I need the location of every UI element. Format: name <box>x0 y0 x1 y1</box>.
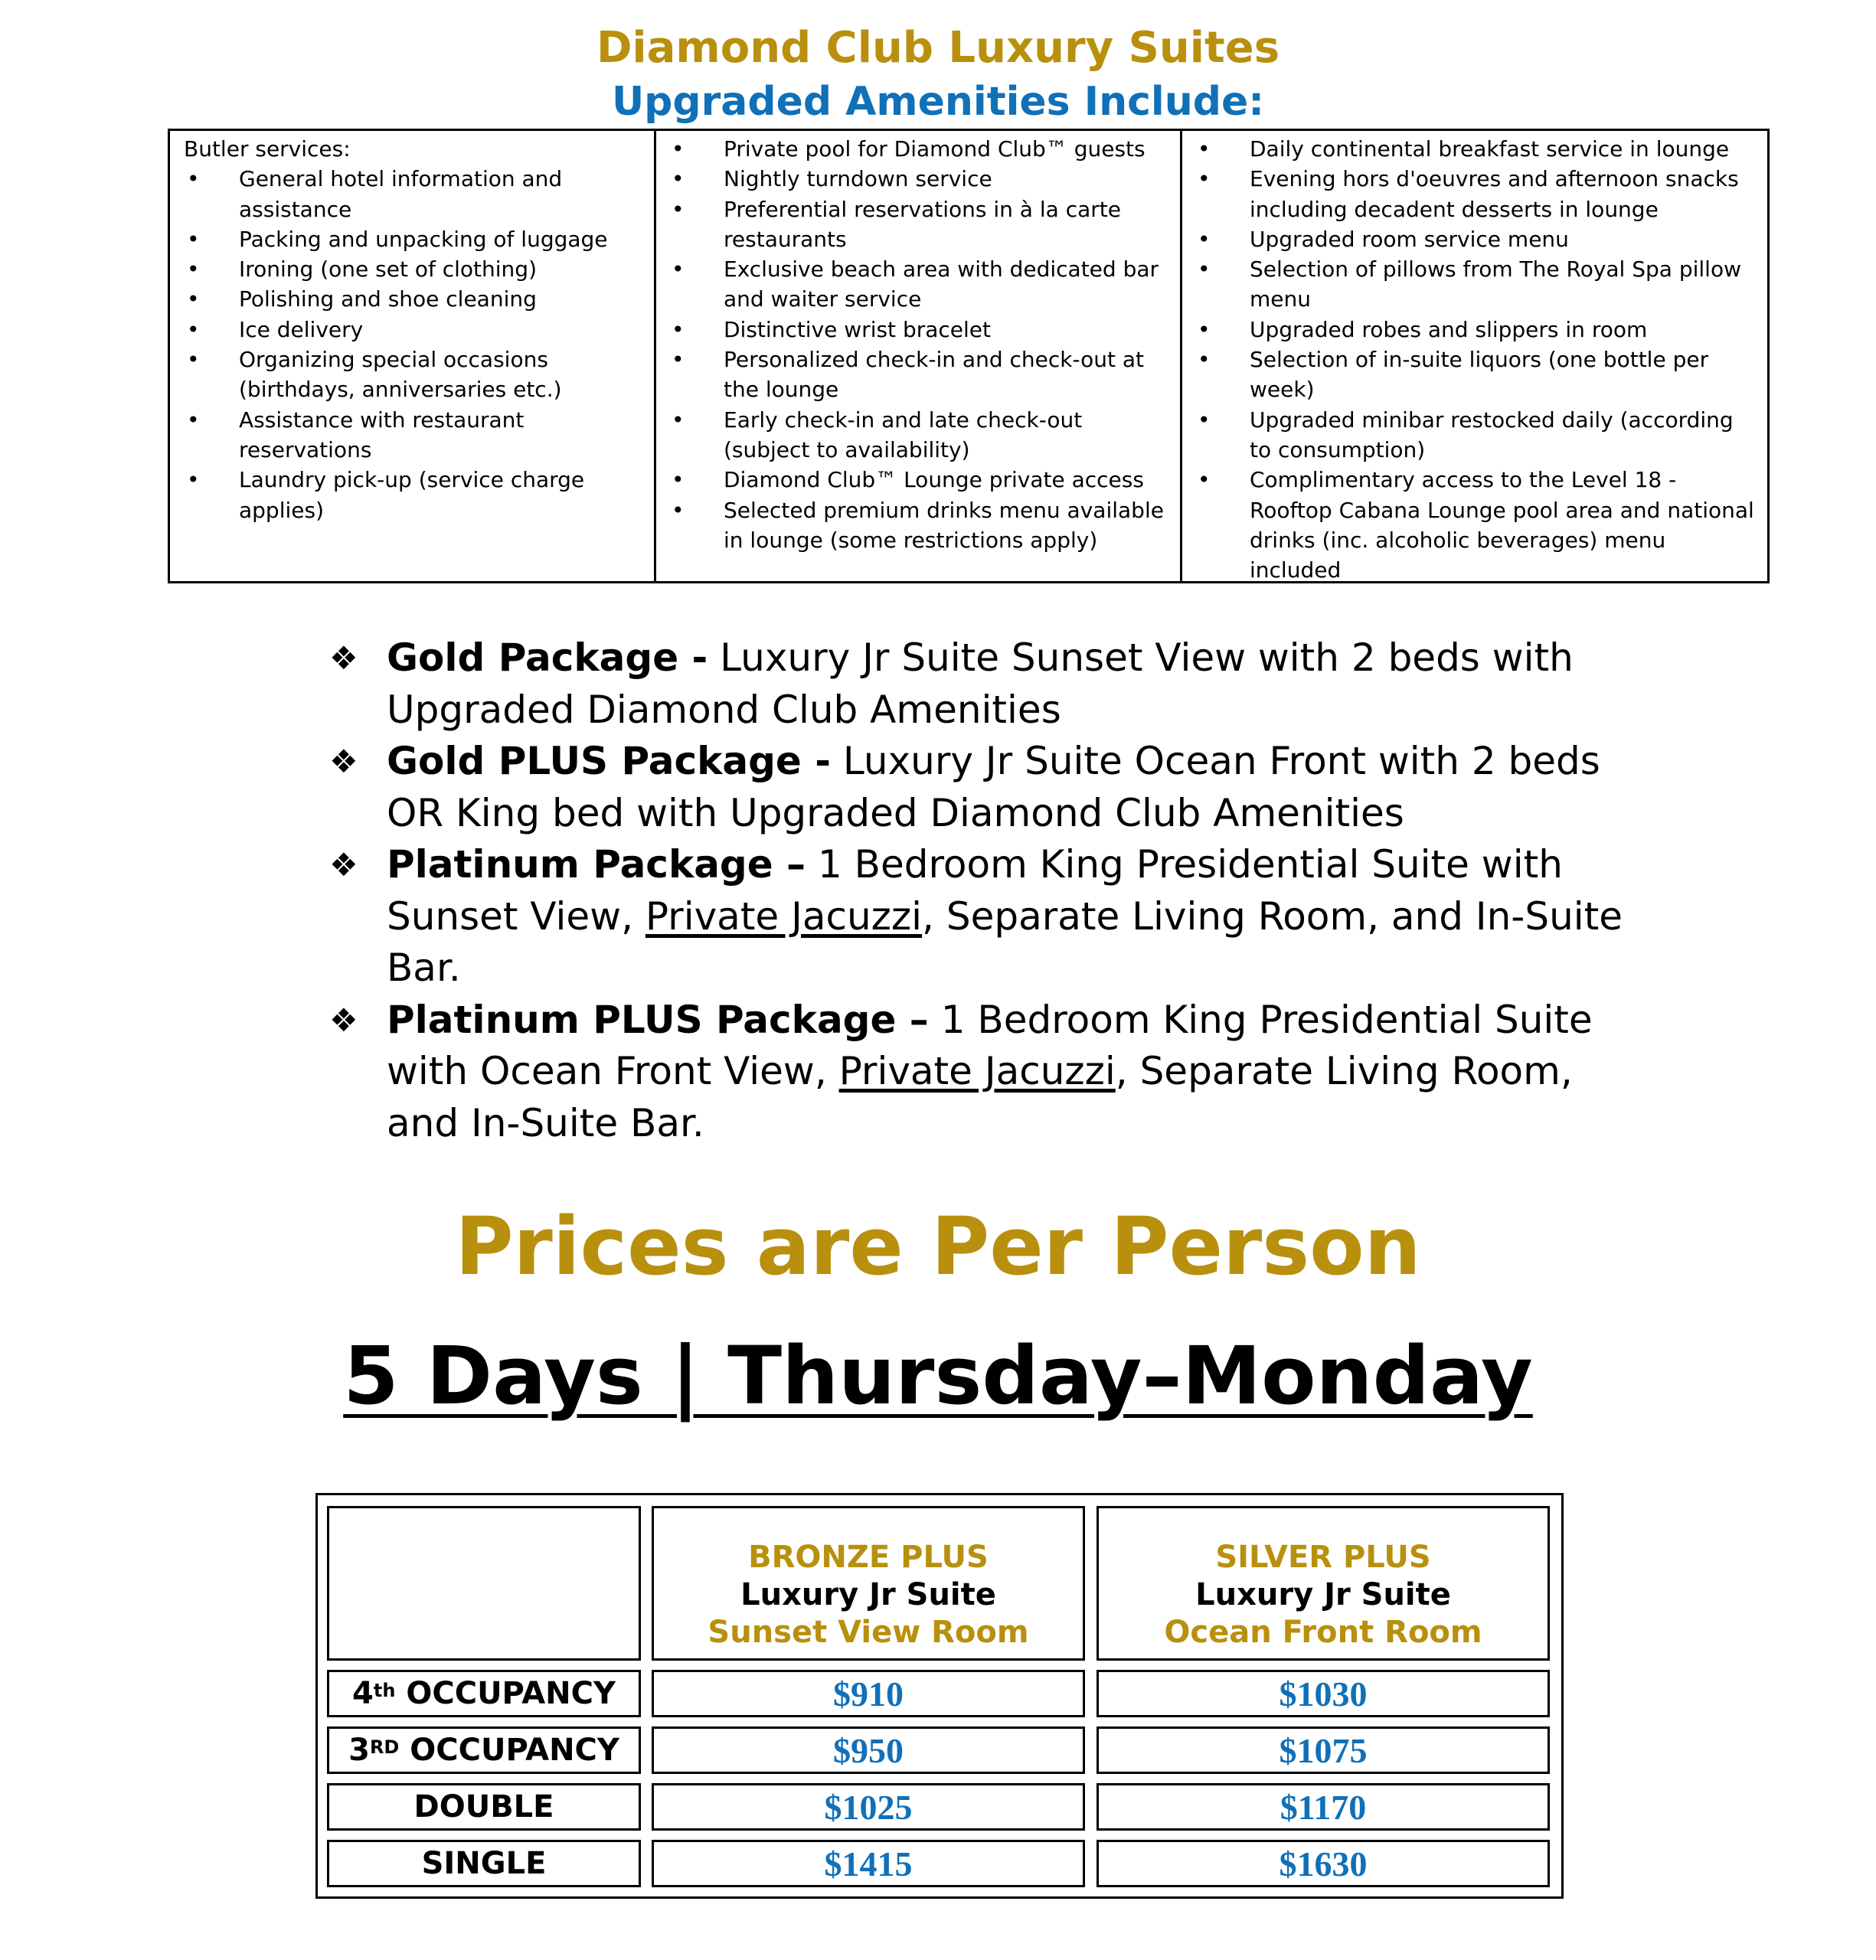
package-name: Gold Package - <box>387 635 708 680</box>
price-cell: $1170 <box>1097 1783 1550 1831</box>
package-name: Platinum PLUS Package – <box>387 997 929 1042</box>
package-description: Luxury Jr Suite Sunset View with 2 beds with Upgraded Diamond Club Amenities <box>387 635 1574 732</box>
list-item: • Complimentary access to the Level 18 - Rooftop Cabana Lounge pool area and national drinks (inc. alcoholic beverages) menu included <box>1195 465 1758 585</box>
package-gold-plus <box>329 736 1631 839</box>
list-item: • Ice delivery <box>184 315 645 345</box>
row-label-double <box>327 1783 641 1831</box>
package-name: Gold PLUS Package - <box>387 739 832 783</box>
list-item: • General hotel information and assistance <box>184 164 645 224</box>
amenities-column-butler <box>170 131 654 581</box>
list-item: • Private pool for Diamond Club™ guests <box>668 134 1171 164</box>
list-item: • Personalized check-in and check-out at the lounge <box>668 345 1171 405</box>
row-label-sup: th <box>373 1680 396 1701</box>
package-description-end: , Separate Living Room, and In-Suite Bar. <box>387 1049 1573 1145</box>
row-label-rest: OCCUPANCY <box>399 1733 619 1768</box>
list-item: • Distinctive wrist bracelet <box>668 315 1171 345</box>
package-description: 1 Bedroom King Presidential Suite with Ocean Front View, <box>387 997 1593 1093</box>
list-item: • Ironing (one set of clothing) <box>184 254 645 284</box>
list-item: • Laundry pick-up (service charge applies) <box>184 465 645 525</box>
price-cell: $950 <box>652 1726 1085 1774</box>
package-list <box>329 632 1631 1149</box>
column-header-silver <box>1097 1506 1550 1661</box>
price-cell: $1630 <box>1097 1840 1550 1887</box>
list-item: • Evening hors d'oeuvres and afternoon snacks including decadent desserts in lounge <box>1195 164 1758 224</box>
list-item: • Assistance with restaurant reservations <box>184 405 645 466</box>
price-cell: $1030 <box>1097 1670 1550 1717</box>
package-platinum <box>329 839 1631 995</box>
list-item: • Preferential reservations in à la carte restaurants <box>668 194 1171 255</box>
row-label-3rd-occupancy <box>327 1726 641 1774</box>
list-item: • Organizing special occasions (birthdays, anniversaries etc.) <box>184 345 645 405</box>
amenities-column-3 <box>1180 131 1767 581</box>
package-highlight: Private Jacuzzi <box>838 1049 1116 1093</box>
package-description: Luxury Jr Suite Ocean Front with 2 beds OR King bed with Upgraded Diamond Club Amenities <box>387 739 1600 835</box>
list-item: • Upgraded room service menu <box>1195 224 1758 254</box>
prices-heading: Prices are Per Person <box>455 1200 1421 1293</box>
tier-name: BRONZE PLUS <box>748 1539 989 1575</box>
list-item: • Nightly turndown service <box>668 164 1171 194</box>
row-label-main: 4 <box>352 1676 374 1711</box>
price-cell: $1025 <box>652 1783 1085 1831</box>
list-item: • Selection of pillows from The Royal Spa pillow menu <box>1195 254 1758 315</box>
suite-name: Luxury Jr Suite <box>740 1576 996 1612</box>
diamond-bullet-icon: ❖ <box>329 639 358 677</box>
package-description: 1 Bedroom King Presidential Suite with Sunset View, <box>387 842 1563 939</box>
amenities-column-2 <box>654 131 1180 581</box>
row-label-single <box>327 1840 641 1887</box>
days-heading-text: 5 Days | Thursday–Monday <box>343 1329 1533 1423</box>
list-item: • Daily continental breakfast service in lounge <box>1195 134 1758 164</box>
row-label-main: 3 <box>348 1733 370 1768</box>
days-heading <box>0 1328 1876 1423</box>
package-name: Platinum Package – <box>387 842 806 887</box>
amenities-list <box>184 164 645 525</box>
list-item: • Selected premium drinks menu available in lounge (some restrictions apply) <box>668 495 1171 556</box>
amenities-table <box>168 129 1770 583</box>
view-name: Sunset View Room <box>708 1614 1029 1650</box>
list-item: • Packing and unpacking of luggage <box>184 224 645 254</box>
price-table <box>315 1493 1564 1899</box>
row-label-main: DOUBLE <box>413 1789 554 1824</box>
diamond-bullet-icon: ❖ <box>329 743 358 780</box>
price-cell: $1415 <box>652 1840 1085 1887</box>
tier-name: SILVER PLUS <box>1215 1539 1431 1575</box>
empty-header-cell <box>327 1506 641 1661</box>
list-item: • Upgraded minibar restocked daily (according to consumption) <box>1195 405 1758 466</box>
row-label-4th-occupancy <box>327 1670 641 1717</box>
list-item: • Exclusive beach area with dedicated bar and waiter service <box>668 254 1171 315</box>
page-title: Diamond Club Luxury Suites <box>596 23 1280 73</box>
package-platinum-plus <box>329 995 1631 1150</box>
price-cell: $910 <box>652 1670 1085 1717</box>
package-gold <box>329 632 1631 736</box>
amenities-list <box>668 134 1171 555</box>
price-cell: $1075 <box>1097 1726 1550 1774</box>
view-name: Ocean Front Room <box>1164 1614 1482 1650</box>
column-header-bronze <box>652 1506 1085 1661</box>
diamond-bullet-icon: ❖ <box>329 1001 358 1039</box>
list-item: • Upgraded robes and slippers in room <box>1195 315 1758 345</box>
row-label-sup: RD <box>369 1736 400 1758</box>
list-item: • Selection of in-suite liquors (one bottle per week) <box>1195 345 1758 405</box>
list-item: • Polishing and shoe cleaning <box>184 284 645 314</box>
diamond-bullet-icon: ❖ <box>329 846 358 884</box>
butler-heading: Butler services: <box>184 136 351 162</box>
suite-name: Luxury Jr Suite <box>1195 1576 1451 1612</box>
list-item: • Diamond Club™ Lounge private access <box>668 465 1171 495</box>
list-item: • Early check-in and late check-out (subject to availability) <box>668 405 1171 466</box>
row-label-main: SINGLE <box>421 1846 547 1881</box>
page-subtitle: Upgraded Amenities Include: <box>611 79 1265 125</box>
package-description-end: , Separate Living Room, and In-Suite Bar. <box>387 893 1623 990</box>
row-label-rest: OCCUPANCY <box>395 1676 616 1711</box>
amenities-list <box>1195 134 1758 585</box>
package-highlight: Private Jacuzzi <box>645 893 923 939</box>
